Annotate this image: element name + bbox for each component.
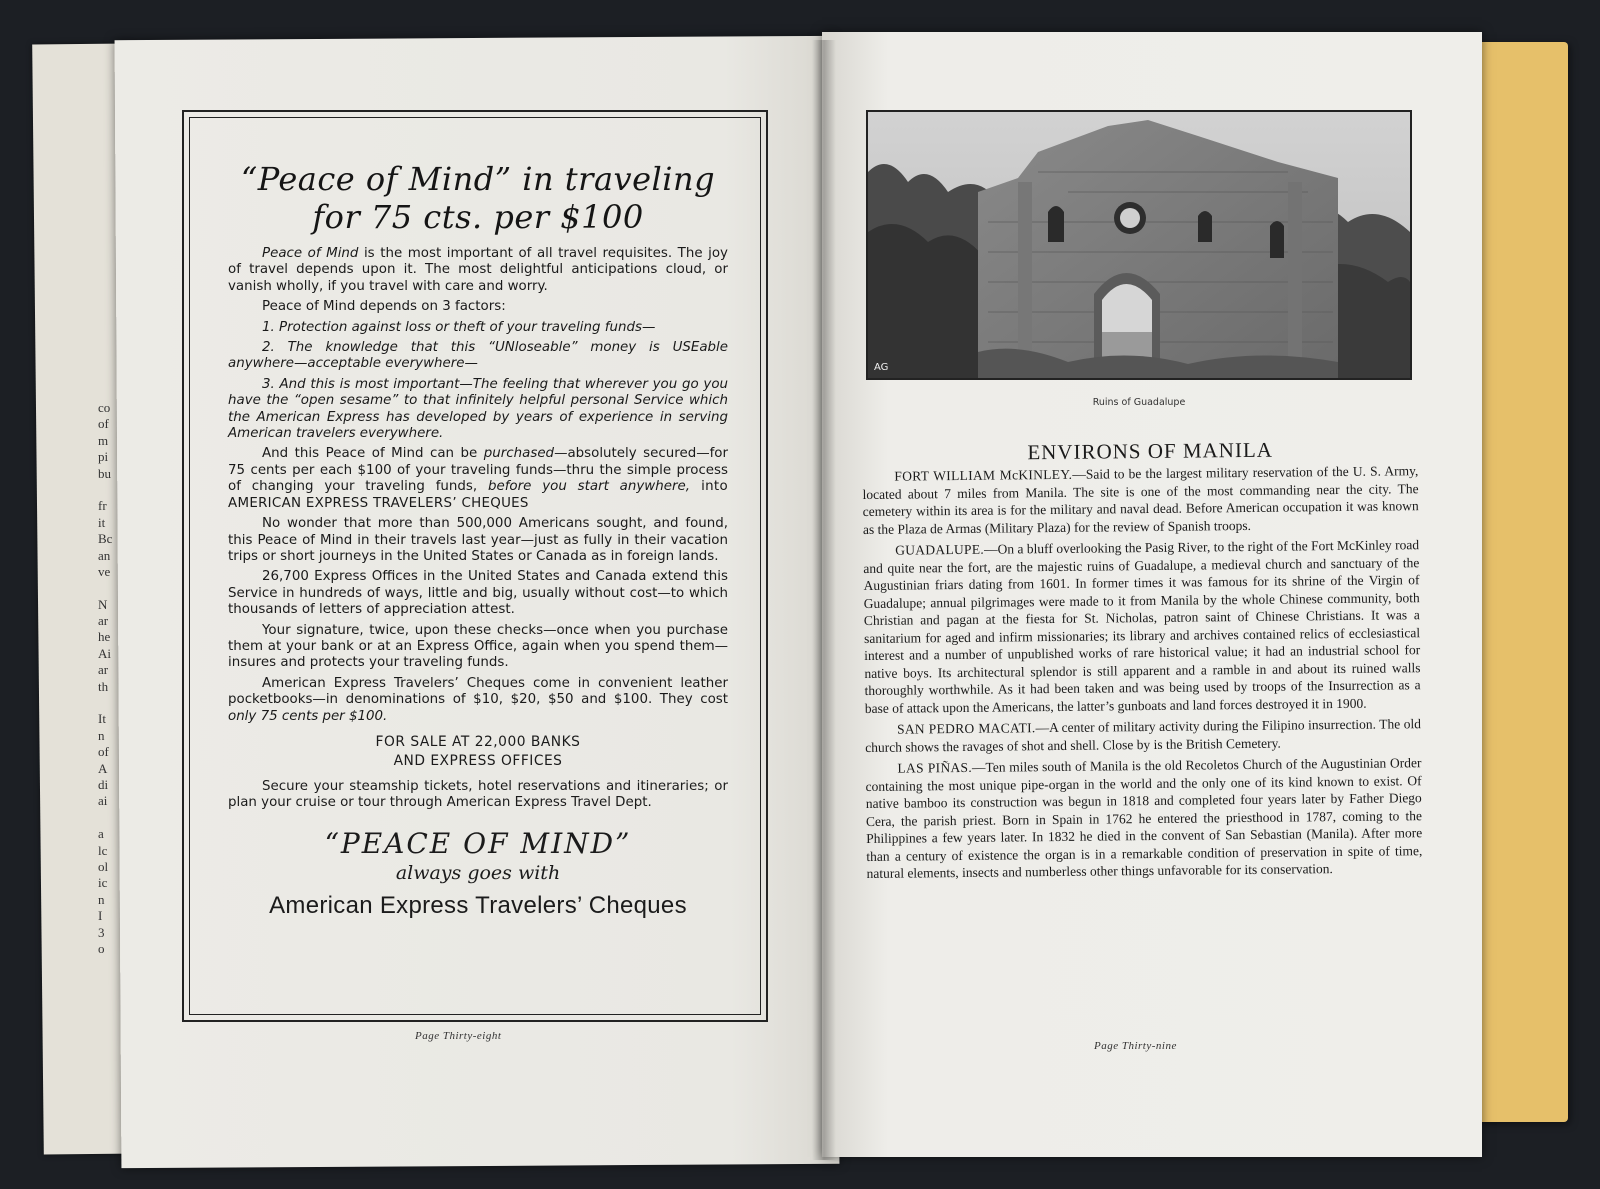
ruins-photo bbox=[866, 110, 1412, 380]
ad-purchase-d: before you start anywhere, bbox=[487, 479, 690, 495]
underlying-text-fragment: bu bbox=[98, 465, 111, 481]
underlying-text-fragment: A bbox=[98, 760, 108, 776]
ad-factor-2: 2. The knowledge that this “UNloseable” money is USEable anywhere—acceptable everywhere— bbox=[228, 340, 728, 372]
ad-for-sale bbox=[228, 733, 728, 771]
section-text: —Ten miles south of Manila is the old Recoletos Church of the Augustinian Order containing the most unique pipe-organ in the world and the only one of its kind known to exist. Of native bamboo its construction was begun in 1818 and completed four years later by Father Diego Cera, the parish priest. Born in Spain in 1762 he entered the priesthood in 1787, coming to the Philippines a few years later. In 1832 he died in the convent of San Sebastian (Manila). After more than a century of existence the organ is in a remarkable condition of preservation in spite of time, natural elements, insects and numberless other things unfavorable for its conservation. bbox=[865, 755, 1423, 881]
ad-for-sale-line1: FOR SALE AT 22,000 BANKS bbox=[375, 733, 581, 750]
section-text: —Said to be the largest military reservation of the U. S. Army, located about 7 miles from Manila. The site is one of the most commanding near the city. The cemetery within its area is for the military and naval dead. Before American occupation it was known as the Plaza de Armas (Military Plaza) for the review of Spanish troops. bbox=[862, 463, 1419, 537]
article-environs-of-manila bbox=[862, 434, 1423, 886]
ad-offices-paragraph: 26,700 Express Offices in the United States and Canada extend this Service in hundreds of ways, little and big, usually without cost—to which thousands of letters of appreciation attest. bbox=[228, 569, 728, 618]
ad-cheques-b: only 75 cents per $100. bbox=[228, 708, 388, 724]
underlying-text-fragment: m bbox=[98, 432, 109, 448]
underlying-text-fragment: it bbox=[98, 514, 106, 530]
section-text: —On a bluff overlooking the Pasig River, to the right of the Fort McKinley road and quite near the fort, are the majestic ruins of Guadalupe, a medieval church and sanctuary of the Augustinian friars dating from 1601. In former times it was famous for its shrine of the Virgin of Guadalupe; annual pilgrimages were made to it from Manila by the whole Chinese community, both Christian and pagan at the fiesta for St. Nicholas, patron saint of Chinese Christians. It was a sanitarium for aged and infirm missionaries; its library and archives contained relics of ecclesiastical interest and a number of unpublished works of rare historical value; it had an industrial school for native boys. Its architectural splendor is still apparent and a ramble in and about its ruined walls thoroughly worthwhile. As it had been taken and was being used by troops of the Insurrection as a base of attack upon the Americans, the latter’s gunboats and land forces destroyed it in 1900. bbox=[863, 537, 1421, 716]
underlying-text-fragment: of bbox=[98, 744, 109, 760]
ad-tagline-brand: American Express Travelers’ Cheques bbox=[269, 891, 687, 919]
article-section-las-pinas bbox=[865, 754, 1422, 882]
underlying-text-fragment: n bbox=[98, 727, 105, 743]
underlying-text-fragment: I bbox=[98, 908, 103, 924]
ad-headline-line1: “Peace of Mind” in traveling bbox=[240, 160, 716, 198]
underlying-text-fragment: pi bbox=[98, 449, 109, 465]
underlying-text-fragment: 3 bbox=[98, 924, 105, 940]
ad-intro-lead: Peace of Mind bbox=[262, 246, 359, 261]
ad-no-wonder-paragraph: No wonder that more than 500,000 Americans sought, and found, this Peace of Mind in their travels last year—just as fully in their vacation trips or short journeys in the United States or Canada as in foreign lands. bbox=[228, 516, 728, 564]
ad-intro-text: is the most important of all travel requisites. The joy of travel depends upon it. The most delightful anticipations cloud, or vanish wholly, if you travel with care and worry. bbox=[228, 246, 728, 294]
underlying-text-fragment: ol bbox=[98, 858, 109, 874]
underlying-text-fragment: th bbox=[98, 678, 109, 694]
underlying-text-fragment: ic bbox=[98, 875, 108, 891]
underlying-text-fragment: n bbox=[98, 891, 105, 907]
ad-headline-line2: for 75 cts. per $100 bbox=[312, 198, 644, 236]
ad-cheques-a: American Express Travelers’ Cheques come in convenient leather pocketbooks—in denominations of $10, $20, $50 and $100. They cost bbox=[228, 675, 728, 708]
article-section-fort-mckinley bbox=[862, 462, 1419, 538]
underlying-text-fragment: ve bbox=[98, 563, 111, 579]
section-place: LAS PIÑAS. bbox=[897, 759, 973, 776]
right-page-number: Page Thirty-nine bbox=[1094, 1040, 1177, 1052]
ad-factor-3: 3. And this is most important—The feeling that wherever you go you have the “open sesame” to that infinitely helpful personal Service which the American Express has developed by years of experience in serving American travelers everywhere. bbox=[228, 376, 728, 442]
ad-signature-paragraph: Your signature, twice, upon these checks—once when you purchase them at your bank or at an Express Office, again when you spend them—insures and protects your traveling funds. bbox=[228, 622, 728, 671]
ad-headline bbox=[228, 160, 728, 236]
ad-purchase-c: —absolutely secured—for 75 cents per each $100 of your traveling funds—thru the simple process of changing your traveling funds, bbox=[228, 446, 728, 495]
photo-caption: Ruins of Guadalupe bbox=[1092, 397, 1186, 408]
section-place: SAN PEDRO MACATI. bbox=[896, 720, 1036, 737]
ad-intro-paragraph bbox=[228, 246, 728, 295]
ad-factors-intro: Peace of Mind depends on 3 factors: bbox=[262, 299, 506, 315]
ad-purchase-a: And this Peace of Mind can be bbox=[262, 446, 484, 462]
left-page-number: Page Thirty-eight bbox=[415, 1030, 502, 1042]
underlying-text-fragment bbox=[98, 695, 138, 711]
advertisement-frame bbox=[182, 110, 768, 1022]
advertisement bbox=[189, 117, 761, 1015]
underlying-text-fragment bbox=[98, 580, 138, 596]
article-heading: ENVIRONS OF MANILA bbox=[1027, 437, 1273, 465]
underlying-text-fragment: a bbox=[98, 826, 104, 842]
article-section-san-pedro-macati bbox=[865, 715, 1421, 756]
underlying-text-fragment: of bbox=[98, 416, 109, 432]
ad-factor-1: 1. Protection against loss or theft of your traveling funds— bbox=[262, 319, 656, 335]
underlying-text-fragment: di bbox=[98, 776, 109, 792]
underlying-text-fragment: o bbox=[98, 940, 105, 956]
ad-purchase-e: into AMERICAN EXPRESS TRAVELERS’ CHEQUES bbox=[228, 479, 728, 511]
underlying-text-fragment: ai bbox=[98, 793, 108, 809]
underlying-text-fragment: co bbox=[98, 400, 111, 415]
ad-body bbox=[228, 246, 728, 725]
ad-for-sale-line2: AND EXPRESS OFFICES bbox=[393, 752, 563, 769]
underlying-text-fragment: Ai bbox=[98, 645, 111, 661]
ad-secure-paragraph: Secure your steamship tickets, hotel reservations and itineraries; or plan your cruise or tour through American Express Travel Dept. bbox=[228, 778, 728, 811]
underlying-text-fragment: ar bbox=[98, 613, 109, 629]
underlying-text-fragment: lc bbox=[98, 842, 108, 858]
section-text: —A center of military activity during the Filipino insurrection. The old church shows the ravages of shot and shell. Close by is the British Cemetery. bbox=[865, 716, 1422, 755]
underlying-text-fragment: N bbox=[98, 596, 108, 612]
underlying-text-fragment bbox=[98, 482, 138, 498]
book-gutter bbox=[812, 40, 836, 1160]
underlying-text-fragment: fr bbox=[98, 498, 107, 514]
ad-tagline-peace-of-mind: “PEACE OF MIND” bbox=[324, 826, 632, 860]
underlying-text-fragment: he bbox=[98, 629, 111, 645]
photo-initials: AG bbox=[874, 362, 889, 373]
ad-tagline-always-goes-with: always goes with bbox=[395, 861, 561, 884]
section-place: GUADALUPE. bbox=[895, 541, 985, 558]
underlying-text-fragment: It bbox=[98, 711, 106, 727]
underlying-text-fragment: Bc bbox=[98, 531, 113, 547]
booklet-cover-edge bbox=[1478, 42, 1568, 1122]
article-section-guadalupe bbox=[863, 536, 1421, 717]
section-place: FORT WILLIAM McKINLEY. bbox=[894, 466, 1073, 484]
ad-purchase-b: purchased bbox=[483, 446, 555, 462]
ad-purchase-paragraph bbox=[228, 446, 728, 512]
ruins-illustration bbox=[868, 112, 1410, 378]
underlying-text-fragment: an bbox=[98, 547, 111, 563]
underlying-text-fragment: ar bbox=[98, 662, 109, 678]
underlying-text-fragment bbox=[98, 810, 138, 826]
ad-cheques-paragraph bbox=[228, 676, 728, 725]
underlying-page-text bbox=[98, 400, 138, 957]
